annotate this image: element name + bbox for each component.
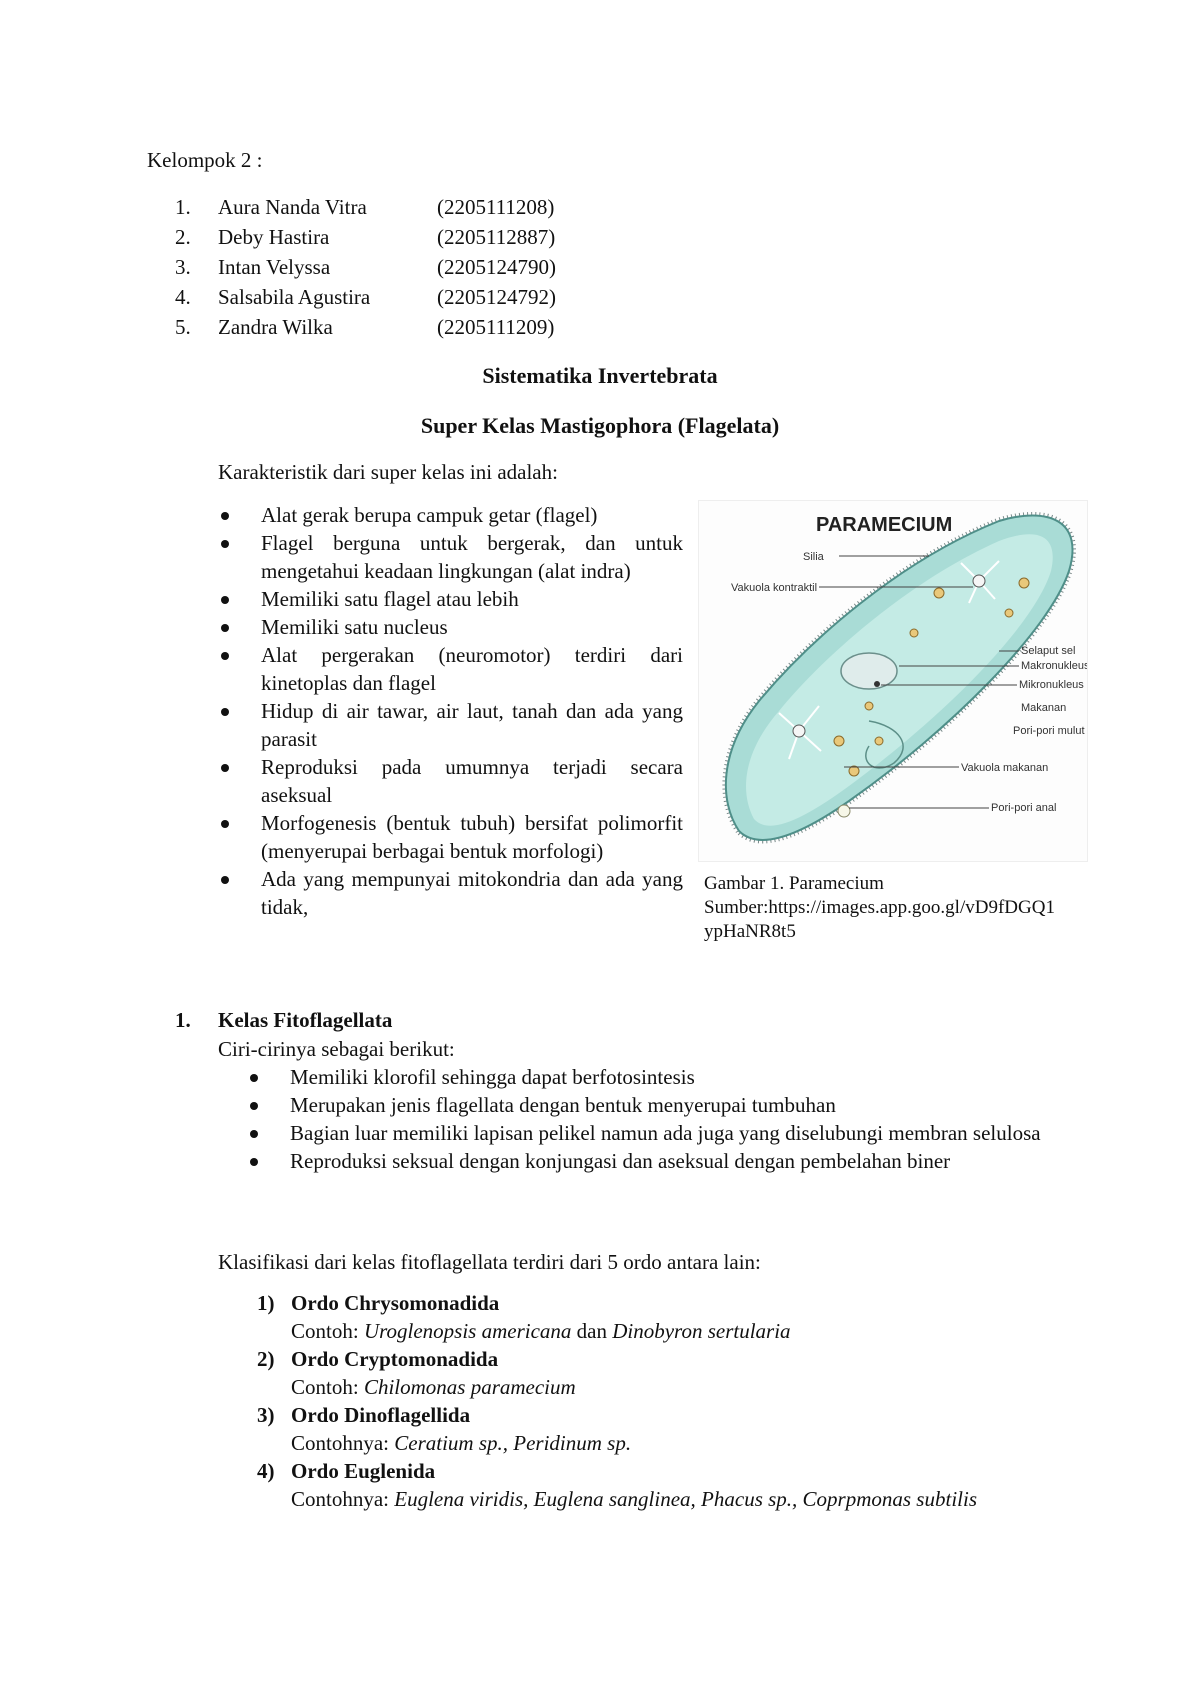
paramecium-illustration (699, 501, 1087, 861)
ordo-name: Ordo Dinoflagellida (291, 1403, 471, 1427)
label-vakuola-kontraktil: Vakuola kontraktil (731, 582, 818, 594)
ordo-item (257, 1401, 1057, 1457)
ordo-name: Ordo Euglenida (291, 1459, 436, 1483)
label-pori-mulut: Pori-pori mulut (1013, 725, 1085, 737)
example-species: Dinobyron sertularia (612, 1319, 791, 1343)
label-pori-anal: Pori-pori anal (991, 802, 1057, 814)
member-item (175, 312, 556, 342)
label-makronukleus: Makronukleus (1021, 660, 1087, 672)
member-name: Zandra Wilka (218, 315, 333, 339)
bullet-icon (221, 596, 229, 604)
bullet-icon (250, 1158, 258, 1166)
member-item (175, 252, 556, 282)
bullet-icon (221, 512, 229, 520)
member-item (175, 282, 556, 312)
ordo-number: 4) (257, 1459, 275, 1483)
member-name: Intan Velyssa (218, 255, 331, 279)
example-species: Euglena viridis, Euglena sanglinea, Phacus sp., Coprpmonas subtilis (394, 1487, 977, 1511)
member-number: 1. (175, 195, 191, 219)
list-item-text: Alat pergerakan (neuromotor) terdiri dari kinetoplas dan flagel (261, 643, 683, 695)
klasifikasi-intro: Klasifikasi dari kelas fitoflagellata terdiri dari 5 ordo antara lain: (218, 1250, 761, 1274)
caption-source: Sumber:https://images.app.goo.gl/vD9fDGQ1 (704, 897, 1055, 918)
list-item (247, 1147, 1050, 1175)
member-name: Aura Nanda Vitra (218, 195, 367, 219)
list-item-text: Bagian luar memiliki lapisan pelikel namun ada juga yang diselubungi membran selulosa (290, 1121, 1041, 1145)
member-item (175, 222, 556, 252)
label-selaput-sel: Selaput sel (1021, 645, 1076, 657)
list-item-text: Alat gerak berupa campuk getar (flagel) (261, 503, 598, 527)
member-id: (2205124792) (437, 285, 556, 309)
ordo-number: 3) (257, 1403, 275, 1427)
bullet-icon (221, 876, 229, 884)
ordo-number: 1) (257, 1291, 275, 1315)
member-number: 5. (175, 315, 191, 339)
figure-heading: PARAMECIUM (816, 514, 953, 536)
list-item-text: Flagel berguna untuk bergerak, dan untuk mengetahui keadaan lingkungan (alat indra) (261, 531, 683, 583)
bullet-icon (221, 764, 229, 772)
member-list (175, 192, 556, 342)
bullet-icon (250, 1130, 258, 1138)
list-item (218, 865, 683, 921)
section-title: Super Kelas Mastigophora (Flagelata) (420, 413, 780, 438)
ordo-number: 2) (257, 1347, 275, 1371)
list-item-text: Memiliki klorofil sehingga dapat berfotosintesis (290, 1065, 695, 1089)
list-item-text: Ada yang mempunyai mitokondria dan ada yang tidak, (261, 867, 683, 919)
ordo-item (257, 1289, 1057, 1345)
member-id: (2205124790) (437, 255, 556, 279)
bullet-icon (221, 820, 229, 828)
bullet-icon (221, 624, 229, 632)
ordo-item (257, 1345, 1057, 1401)
list-item-text: Memiliki satu flagel atau lebih (261, 587, 519, 611)
list-item-text: Hidup di air tawar, air laut, tanah dan ada yang parasit (261, 699, 683, 751)
example-label: Contohnya: (291, 1431, 395, 1455)
page-title: Sistematika Invertebrata (482, 363, 718, 388)
list-item-text: Morfogenesis (bentuk tubuh) bersifat polimorfit (menyerupai berbagai bentuk morfologi) (261, 811, 683, 863)
bullet-icon (250, 1074, 258, 1082)
group-title: Kelompok 2 : (147, 148, 263, 172)
example-label: Contoh: (291, 1375, 364, 1399)
list-item (247, 1091, 1050, 1119)
member-name: Salsabila Agustira (218, 285, 371, 309)
list-item (218, 529, 683, 585)
list-item (218, 613, 683, 641)
characteristics-list (218, 501, 683, 921)
member-item (175, 192, 556, 222)
member-number: 3. (175, 255, 191, 279)
member-id: (2205111208) (437, 195, 555, 219)
intro-text: Karakteristik dari super kelas ini adalah: (218, 460, 558, 484)
label-makanan: Makanan (1021, 702, 1067, 714)
label-mikronukleus: Mikronukleus (1019, 679, 1084, 691)
ordo-list (257, 1289, 1057, 1513)
ordo-item (257, 1457, 1057, 1513)
fitoflagellata-traits (247, 1063, 1050, 1175)
list-item (218, 501, 683, 529)
label-silia: Silia (803, 551, 824, 563)
ordo-example (291, 1485, 1057, 1513)
list-item (218, 753, 683, 809)
list-item (218, 585, 683, 613)
ordo-name: Ordo Cryptomonadida (291, 1347, 499, 1371)
list-item (218, 697, 683, 753)
example-species: Ceratium sp., Peridinum sp. (394, 1431, 632, 1455)
paramecium-figure (698, 500, 1088, 862)
kelas-heading (175, 1006, 392, 1034)
ordo-example (291, 1373, 1057, 1401)
example-species: Uroglenopsis americana (363, 1319, 572, 1343)
member-id: (2205111209) (437, 315, 555, 339)
bullet-icon (250, 1102, 258, 1110)
ordo-example (291, 1317, 1057, 1345)
example-label: Contoh: (291, 1319, 364, 1343)
list-item (218, 809, 683, 865)
caption-title: Gambar 1. Paramecium (704, 873, 884, 894)
member-number: 4. (175, 285, 191, 309)
example-connector: dan (571, 1319, 613, 1343)
list-item-text: Memiliki satu nucleus (261, 615, 448, 639)
figure-caption (704, 872, 1104, 944)
kelas-title: Kelas Fitoflagellata (218, 1008, 393, 1032)
caption-source-cont: ypHaNR8t5 (704, 921, 796, 942)
list-item-text: Reproduksi seksual dengan konjungasi dan aseksual dengan pembelahan biner (290, 1149, 951, 1173)
bullet-icon (221, 540, 229, 548)
example-label: Contohnya: (291, 1487, 395, 1511)
list-item (218, 641, 683, 697)
list-item-text: Merupakan jenis flagellata dengan bentuk menyerupai tumbuhan (290, 1093, 836, 1117)
bullet-icon (221, 652, 229, 660)
list-item (247, 1063, 1050, 1091)
example-species: Chilomonas paramecium (363, 1375, 576, 1399)
list-item-text: Reproduksi pada umumnya terjadi secara aseksual (261, 755, 683, 807)
ordo-name: Ordo Chrysomonadida (291, 1291, 500, 1315)
member-name: Deby Hastira (218, 225, 330, 249)
member-id: (2205112887) (437, 225, 556, 249)
kelas-number: 1. (175, 1008, 191, 1032)
label-vakuola-makanan: Vakuola makanan (961, 762, 1049, 774)
list-item (247, 1119, 1050, 1147)
member-number: 2. (175, 225, 191, 249)
ordo-example (291, 1429, 1057, 1457)
ciri-intro: Ciri-cirinya sebagai berikut: (218, 1037, 455, 1061)
bullet-icon (221, 708, 229, 716)
